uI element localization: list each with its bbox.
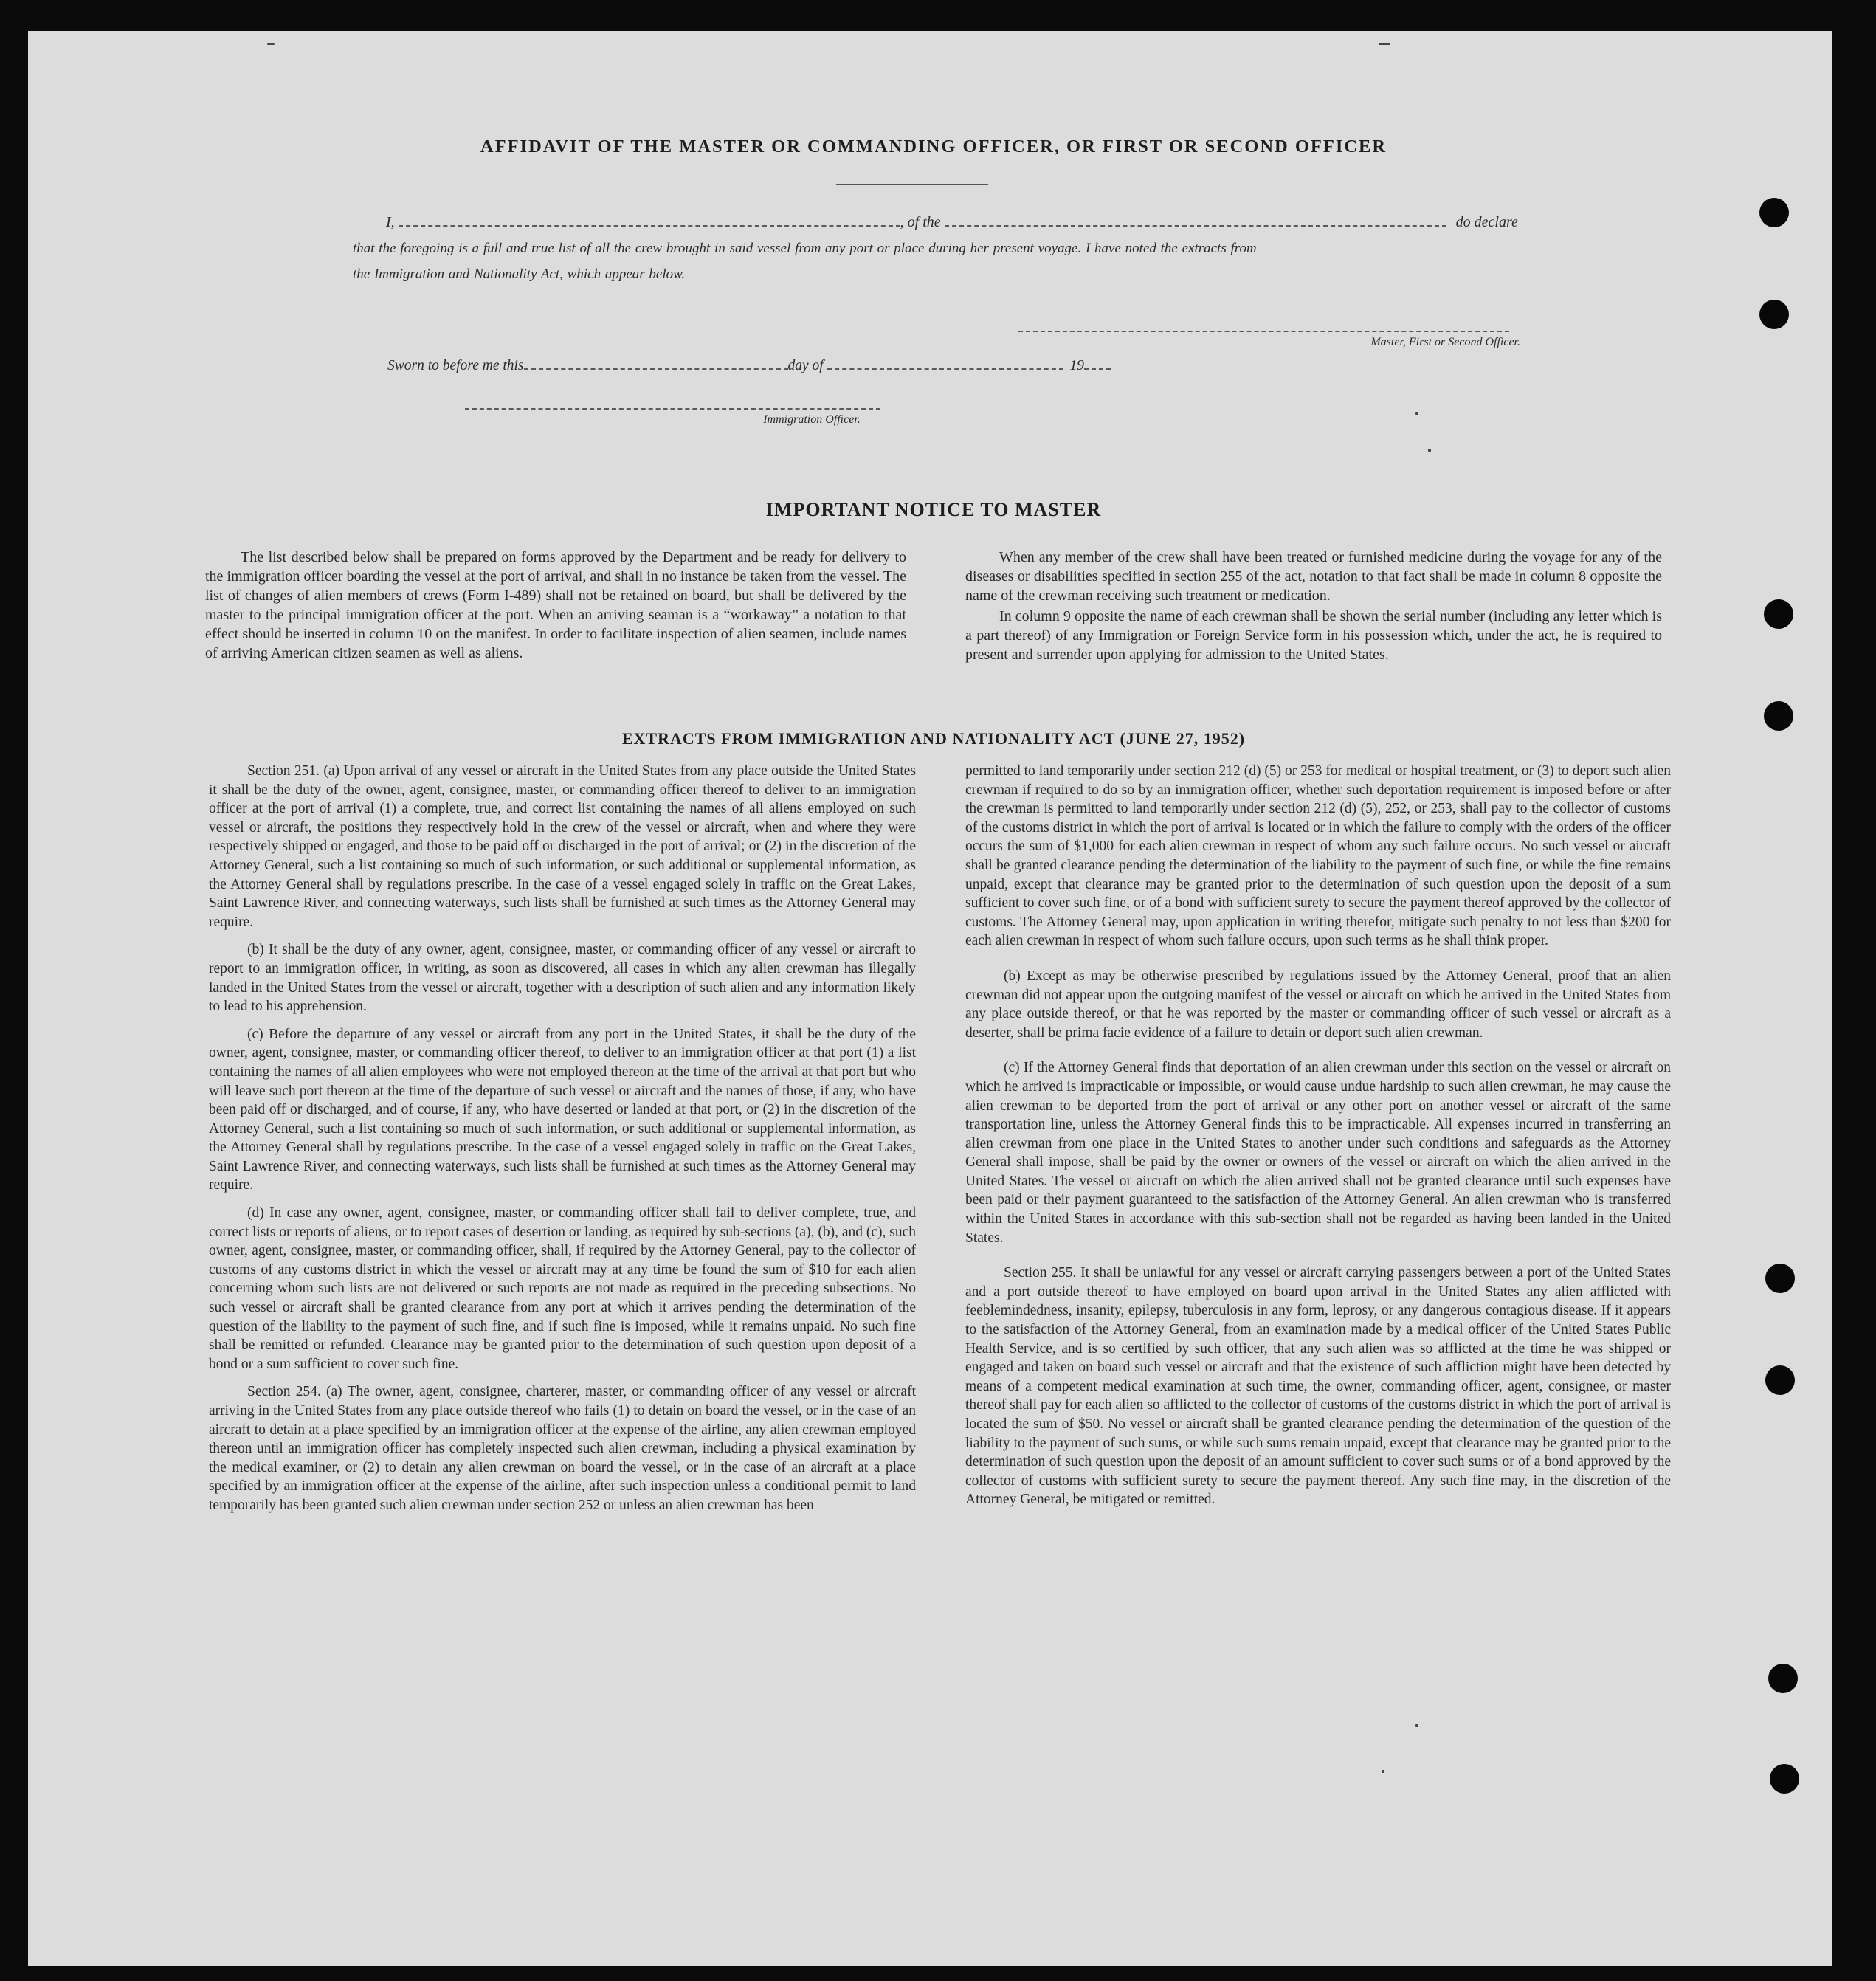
notice-paragraph: When any member of the crew shall have been treated or furnished medicine during the voyage for any of the diseases or disabilities specified in section 255 of the act, notation to that fact shall be made in column 8 opposite the name of the crewman receiving such treatment or medication. — [965, 549, 1662, 604]
officer-signature-field[interactable] — [465, 408, 880, 410]
declaration-text-1: that the foregoing is a full and true list of all the crew brought in said vessel from any port or place during her present voyage. I have noted the extracts from — [353, 241, 1257, 256]
of-the-label: , of the — [900, 214, 941, 230]
sworn-day-field[interactable] — [524, 368, 788, 370]
notice-paragraph: The list described below shall be prepared on forms approved by the Department and be ready for delivery to the immigration officer boarding the vessel at the port of arrival, and shall in no instance be taken from the vessel. The list of changes of alien members of crews (Form I-489) shall not be retained on board, but shall be delivered by the master to the principal immigration officer at the port. When an arriving seaman is a “workaway” a notation to that effect should be inserted in column 10 on the manifest. In order to facilitate inspection of alien seamen, include names of arriving American citizen seamen as well as aliens. — [205, 549, 906, 661]
title-rule — [836, 184, 988, 185]
act-paragraph: Section 251. (a) Upon arrival of any vessel or aircraft in the United States from any place outside the United States it shall be the duty of the owner, agent, consignee, master, or commanding officer thereof to deliver to an immigration officer at the port of arrival (1) a complete, true, and correct list containing the names of all aliens employed on such vessel or aircraft, the positions they respectively hold in the crew of the vessel or aircraft, when and where they were respectively shipped or engaged, and those to be paid off or discharged in the port of arrival; or (2) in the discretion of the Attorney General, such a list containing so much of such information, or such additional or supplemental information, as the Attorney General shall by regulations prescribe. In the case of a vessel engaged solely in traffic on the Great Lakes, Saint Lawrence River, and connecting waterways, such lists shall be furnished at such times as the Attorney General may require. — [209, 763, 916, 930]
scan-speck — [1379, 43, 1390, 45]
binder-hole — [1764, 701, 1793, 731]
master-signature-caption: Master, First or Second Officer. — [1370, 336, 1520, 348]
scan-speck — [1415, 412, 1418, 415]
act-paragraph: (c) Before the departure of any vessel or aircraft from any port in the United States, it shall be the duty of the owner, agent, consignee, master, or commanding officer thereof, to deliver to an immigration officer at that port (1) a list containing the names of all alien employees who were not employed thereon at the time of the arrival at that port but who will leave such port thereon at the time of the departure of such vessel or aircraft and the names of those, if any, who have been paid off or discharged, and of course, if any, who have deserted or landed at that port, or (2) in the discretion of the Attorney General, such a list containing so much of such information, or such additional or supplemental information, as the Attorney General shall by regulations prescribe. In the case of a vessel engaged solely in traffic on the Great Lakes, Saint Lawrence River, and connecting waterways, such lists shall be furnished at such times as the Attorney General may require. — [209, 1026, 916, 1193]
act-paragraph: (d) In case any owner, agent, consignee, master, or commanding officer shall fail to deliver complete, true, and correct lists or reports of aliens, or to report cases of desertion or landing, as required by sub-sections (a), (b), and (c), such owner, agent, consignee, master, or commanding officer, shall, if required by the Attorney General, pay to the collector of customs of any customs district in which the vessel or aircraft may at any time be found the sum of $10 for each alien concerning whom such lists are not delivered or such reports are not made as required in the preceding subsections. No such vessel or aircraft shall be granted clearance from any port at which it arrives pending the determination of the question of the liability to the payment of such fine, and if such fine is imposed, while it remains unpaid. No such fine shall be remitted or refunded. Clearance may be granted prior to the determination of such question upon deposit of a bond or a sum sufficient to cover such fine. — [209, 1205, 916, 1372]
declaration-fill-line — [386, 214, 1518, 231]
scan-speck — [1415, 1724, 1418, 1727]
act-paragraph: (b) It shall be the duty of any owner, agent, consignee, master, or commanding officer of any vessel or aircraft to report to an immigration officer, in writing, as soon as discovered, all cases in which any alien crewman has illegally landed in the United States from the vessel or aircraft, together with a description of such alien and any information likely to lead to his apprehension. — [209, 942, 916, 1015]
sworn-label: Sworn to before me this — [387, 358, 524, 373]
vessel-field[interactable] — [945, 224, 1446, 227]
act-paragraph: (c) If the Attorney General finds that deportation of an alien crewman under this section on the vessel or aircraft on which he arrived is impracticable or impossible, or would cause undue hardship to such alien crewman, he may cause the alien crewman to be deported from the port of arrival or any other port on another vessel or aircraft of the same transportation line, unless the Attorney General finds this to be impracticable. All expenses incurred in transferring an alien crewman from one place in the United States to another under such conditions and safeguards as the Attorney General shall impose, shall be paid by the owner or owners of the vessel or aircraft on which the alien arrived in the United States. The vessel or aircraft on which the alien arrived shall not be granted clearance until such expenses have been paid or their payment guaranteed to the satisfaction of the Attorney General. An alien crewman who is transferred within the United States in accordance with this sub-section shall not be regarded as having been landed in the United States. — [965, 1060, 1671, 1246]
scan-speck — [1382, 1770, 1384, 1773]
i-label: I, — [386, 214, 395, 230]
binder-hole — [1759, 198, 1789, 227]
day-of-label: day of — [787, 358, 824, 373]
year-label: 19 — [1069, 358, 1084, 373]
master-signature-field[interactable] — [1018, 331, 1509, 332]
do-declare-label: do declare — [1455, 214, 1518, 230]
act-paragraph: permitted to land temporarily under section 212 (d) (5) or 253 for medical or hospital treatment, or (3) to deport such alien crewman if required to do so by an immigration officer, whether such deportation requirement is imposed before or after the crewman is permitted to land temporarily under section 212 (d) (5), 252, or 253, shall pay to the collector of customs of the customs district in which the port of arrival is located or in which the failure to comply with the orders of the officer occurs the sum of $1,000 for each alien crewman in respect of whom any such failure occurs. No such vessel or aircraft shall be granted clearance pending the determination of the liability to the payment of such fine, or while the fine remains unpaid, except that clearance may be granted prior to the determination of such question upon the deposit of a sum sufficient to cover such fine, or of a bond with sufficient surety to secure the payment thereof approved by the collector of customs. The Attorney General may, upon application in writing therefor, mitigate such penalty to not less than $200 for each alien crewman in respect of whom such failure occurs, upon such terms as he shall think proper. — [965, 763, 1671, 949]
sworn-month-field[interactable] — [827, 368, 1063, 370]
scan-speck — [267, 43, 275, 45]
binder-hole — [1768, 1664, 1798, 1693]
notice-left-column — [205, 548, 906, 664]
act-paragraph: Section 254. (a) The owner, agent, consignee, charterer, master, or commanding officer of any vessel or aircraft arriving in the United States from any place outside thereof who fails (1) to detain on board the vessel, or in the case of an aircraft to detain at a place specified by an immigration officer at the expense of the airline, any alien crewman employed thereon until an immigration officer has completely inspected such alien crewman, including a physical examination by the medical examiner, or (2) to detain any alien crewman on board the vessel, or in the case of an aircraft at a place specified by an immigration officer at the expense of the airline, after such inspection unless a conditional permit to land temporarily has been granted such alien crewman under section 252 or unless an alien crewman has been — [209, 1384, 916, 1513]
act-paragraph: (b) Except as may be otherwise prescribed by regulations issued by the Attorney General, proof that an alien crewman did not appear upon the outgoing manifest of the vessel or aircraft on which he arrived in the United States from any place outside thereof, or that he was reported by the master or commanding officer of such vessel or aircraft as a deserter, shall be prima facie evidence of a failure to detain or deport such alien crewman. — [965, 968, 1671, 1041]
binder-hole — [1764, 599, 1793, 629]
officer-signature-caption: Immigration Officer. — [763, 413, 861, 426]
binder-hole — [1765, 1264, 1795, 1293]
notice-title: IMPORTANT NOTICE TO MASTER — [765, 499, 1102, 520]
notice-right-column — [965, 548, 1662, 666]
name-field[interactable] — [399, 224, 900, 227]
extracts-right-column — [965, 762, 1671, 1518]
scan-speck — [1428, 449, 1431, 452]
binder-hole — [1770, 1764, 1799, 1794]
notice-paragraph: In column 9 opposite the name of each crewman shall be shown the serial number (including any letter which is a part thereof) of any Immigration or Foreign Service form in his possession which, under the act, he is required to present and surrender upon applying for admission to the United States. — [965, 608, 1662, 663]
extracts-left-column — [209, 762, 916, 1524]
affidavit-title: AFFIDAVIT OF THE MASTER OR COMMANDING OFFICER, OR FIRST OR SECOND OFFICER — [480, 137, 1387, 156]
extracts-title: EXTRACTS FROM IMMIGRATION AND NATIONALITY ACT (JUNE 27, 1952) — [621, 729, 1246, 748]
sworn-line — [387, 358, 1273, 374]
act-paragraph: Section 255. It shall be unlawful for any vessel or aircraft carrying passengers between a port of the United States and a port outside thereof to have employed on board upon arrival in the United States any alien afflicted with feeblemindedness, insanity, epilepsy, tuberculosis in any form, leprosy, or any dangerous contagious disease. If it appears to the satisfaction of the Attorney General, from an examination made by a medical officer of the United States Public Health Service, and is so certified by such officer, that any such alien was so afflicted at the time he was shipped or engaged and taken on board such vessel or aircraft and that the existence of such affliction might have been detected by means of a competent medical examination at such time, the owner, commanding officer, agent, consignee, or master thereof shall pay for each alien so afflicted to the collector of customs of the customs district in which the port of arrival is located the sum of $50. No vessel or aircraft shall be granted clearance pending the determination of the question of the liability to the payment of such sums, or while such sums remain unpaid, except that clearance may be granted prior to the determination of such question upon the deposit of an amount sufficient to cover such sums or of a bond approved by the collector of customs with sufficient surety to secure the payment thereof. Any such fine may, in the discretion of the Attorney General, be mitigated or remitted. — [965, 1265, 1671, 1508]
year-field[interactable] — [1084, 368, 1111, 370]
declaration-text-2: the Immigration and Nationality Act, which appear below. — [353, 266, 686, 282]
binder-hole — [1765, 1365, 1795, 1395]
binder-hole — [1759, 300, 1789, 329]
